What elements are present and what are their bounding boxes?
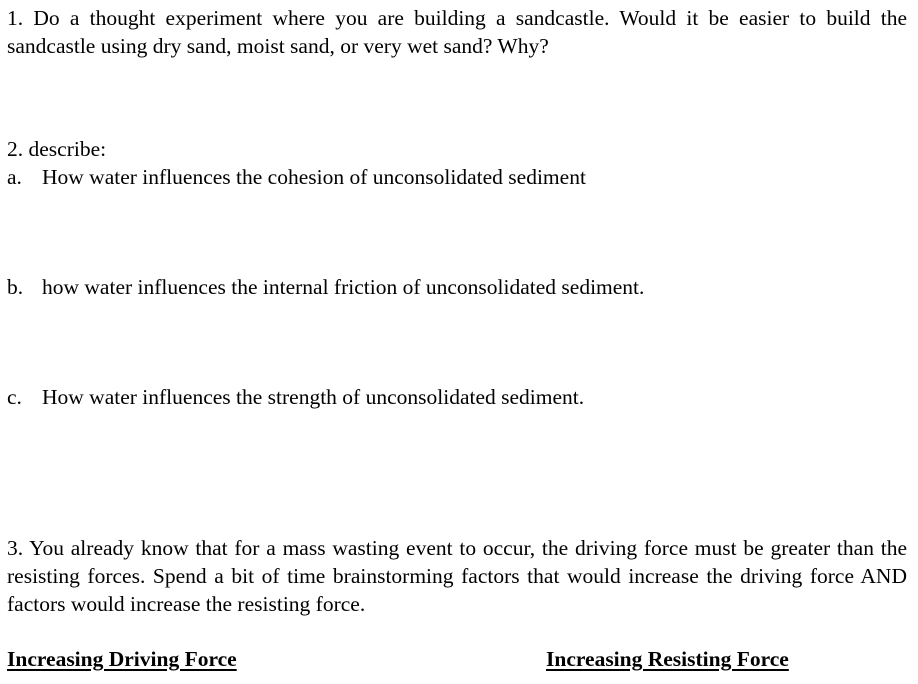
driving-force-heading: Increasing Driving Force bbox=[7, 647, 237, 671]
column-headings bbox=[7, 645, 907, 675]
question-2a-item bbox=[7, 163, 907, 191]
question-1-text: 1. Do a thought experiment where you are building a sandcastle. Would it be easier to build the sandcastle using dry sand, moist sand, or very wet sand? Why? bbox=[7, 6, 907, 58]
question-2b-text: how water influences the internal friction of unconsolidated sediment. bbox=[42, 275, 645, 299]
question-2b-item bbox=[7, 273, 907, 301]
question-2b-marker: b. bbox=[7, 275, 24, 299]
question-2c-marker: c. bbox=[7, 385, 22, 409]
question-2a-text: How water influences the cohesion of unconsolidated sediment bbox=[42, 165, 586, 189]
question-2c-item bbox=[7, 383, 907, 411]
question-2a-marker: a. bbox=[7, 165, 22, 189]
question-3-text: 3. You already know that for a mass wasting event to occur, the driving force must be greater than the resisting forces. Spend a bit of time brainstorming factors that would increase the driving force AND factors would increase the resisting force. bbox=[7, 536, 907, 616]
question-2c-text: How water influences the strength of unconsolidated sediment. bbox=[42, 385, 585, 409]
question-2-heading: 2. describe: bbox=[7, 137, 107, 161]
resisting-force-heading: Increasing Resisting Force bbox=[546, 647, 789, 671]
